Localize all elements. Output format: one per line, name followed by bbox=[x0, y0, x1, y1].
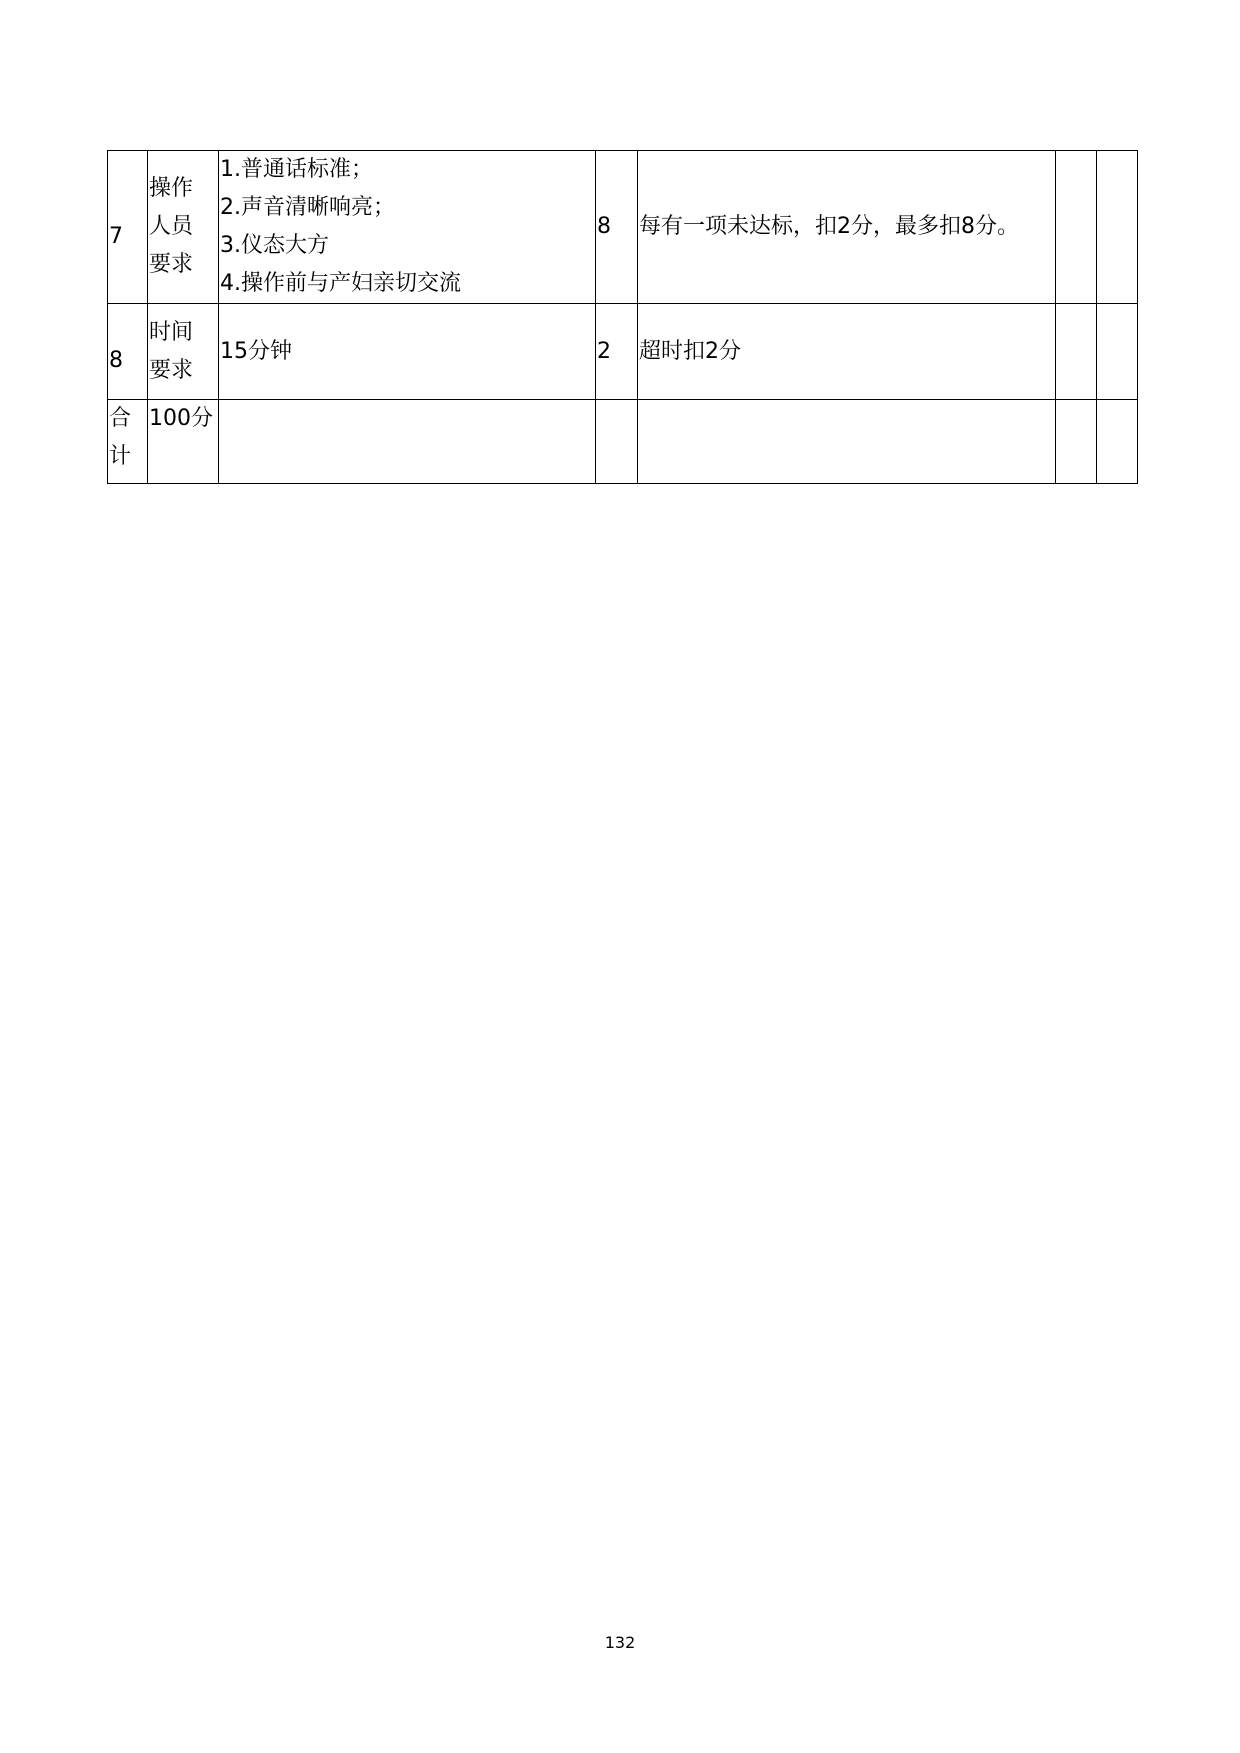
table-row bbox=[108, 304, 1138, 400]
empty-cell bbox=[1056, 151, 1097, 304]
item-number: 7 bbox=[108, 151, 148, 304]
empty-cell bbox=[1097, 151, 1138, 304]
empty-cell bbox=[1056, 400, 1097, 484]
empty-cell bbox=[1056, 304, 1097, 400]
empty-cell bbox=[596, 400, 638, 484]
item-deduction: 每有一项未达标，扣2分，最多扣8分。 bbox=[638, 151, 1056, 304]
item-name: 操作 人员 要求 bbox=[148, 151, 219, 304]
item-deduction: 超时扣2分 bbox=[638, 304, 1056, 400]
item-content: 15分钟 bbox=[219, 304, 596, 400]
item-score: 8 bbox=[596, 151, 638, 304]
item-content: 1.普通话标准； 2.声音清晰响亮； 3.仪态大方 4.操作前与产妇亲切交流 bbox=[219, 151, 596, 304]
empty-cell bbox=[638, 400, 1056, 484]
total-value: 100分 bbox=[148, 400, 219, 484]
table-row bbox=[108, 151, 1138, 304]
total-row bbox=[108, 400, 1138, 484]
page-number: 132 bbox=[604, 1633, 636, 1652]
empty-cell bbox=[219, 400, 596, 484]
item-number: 8 bbox=[108, 304, 148, 400]
item-score: 2 bbox=[596, 304, 638, 400]
empty-cell bbox=[1097, 304, 1138, 400]
score-table bbox=[107, 150, 1138, 484]
item-name: 时间 要求 bbox=[148, 304, 219, 400]
empty-cell bbox=[1097, 400, 1138, 484]
total-label: 合 计 bbox=[108, 400, 148, 484]
